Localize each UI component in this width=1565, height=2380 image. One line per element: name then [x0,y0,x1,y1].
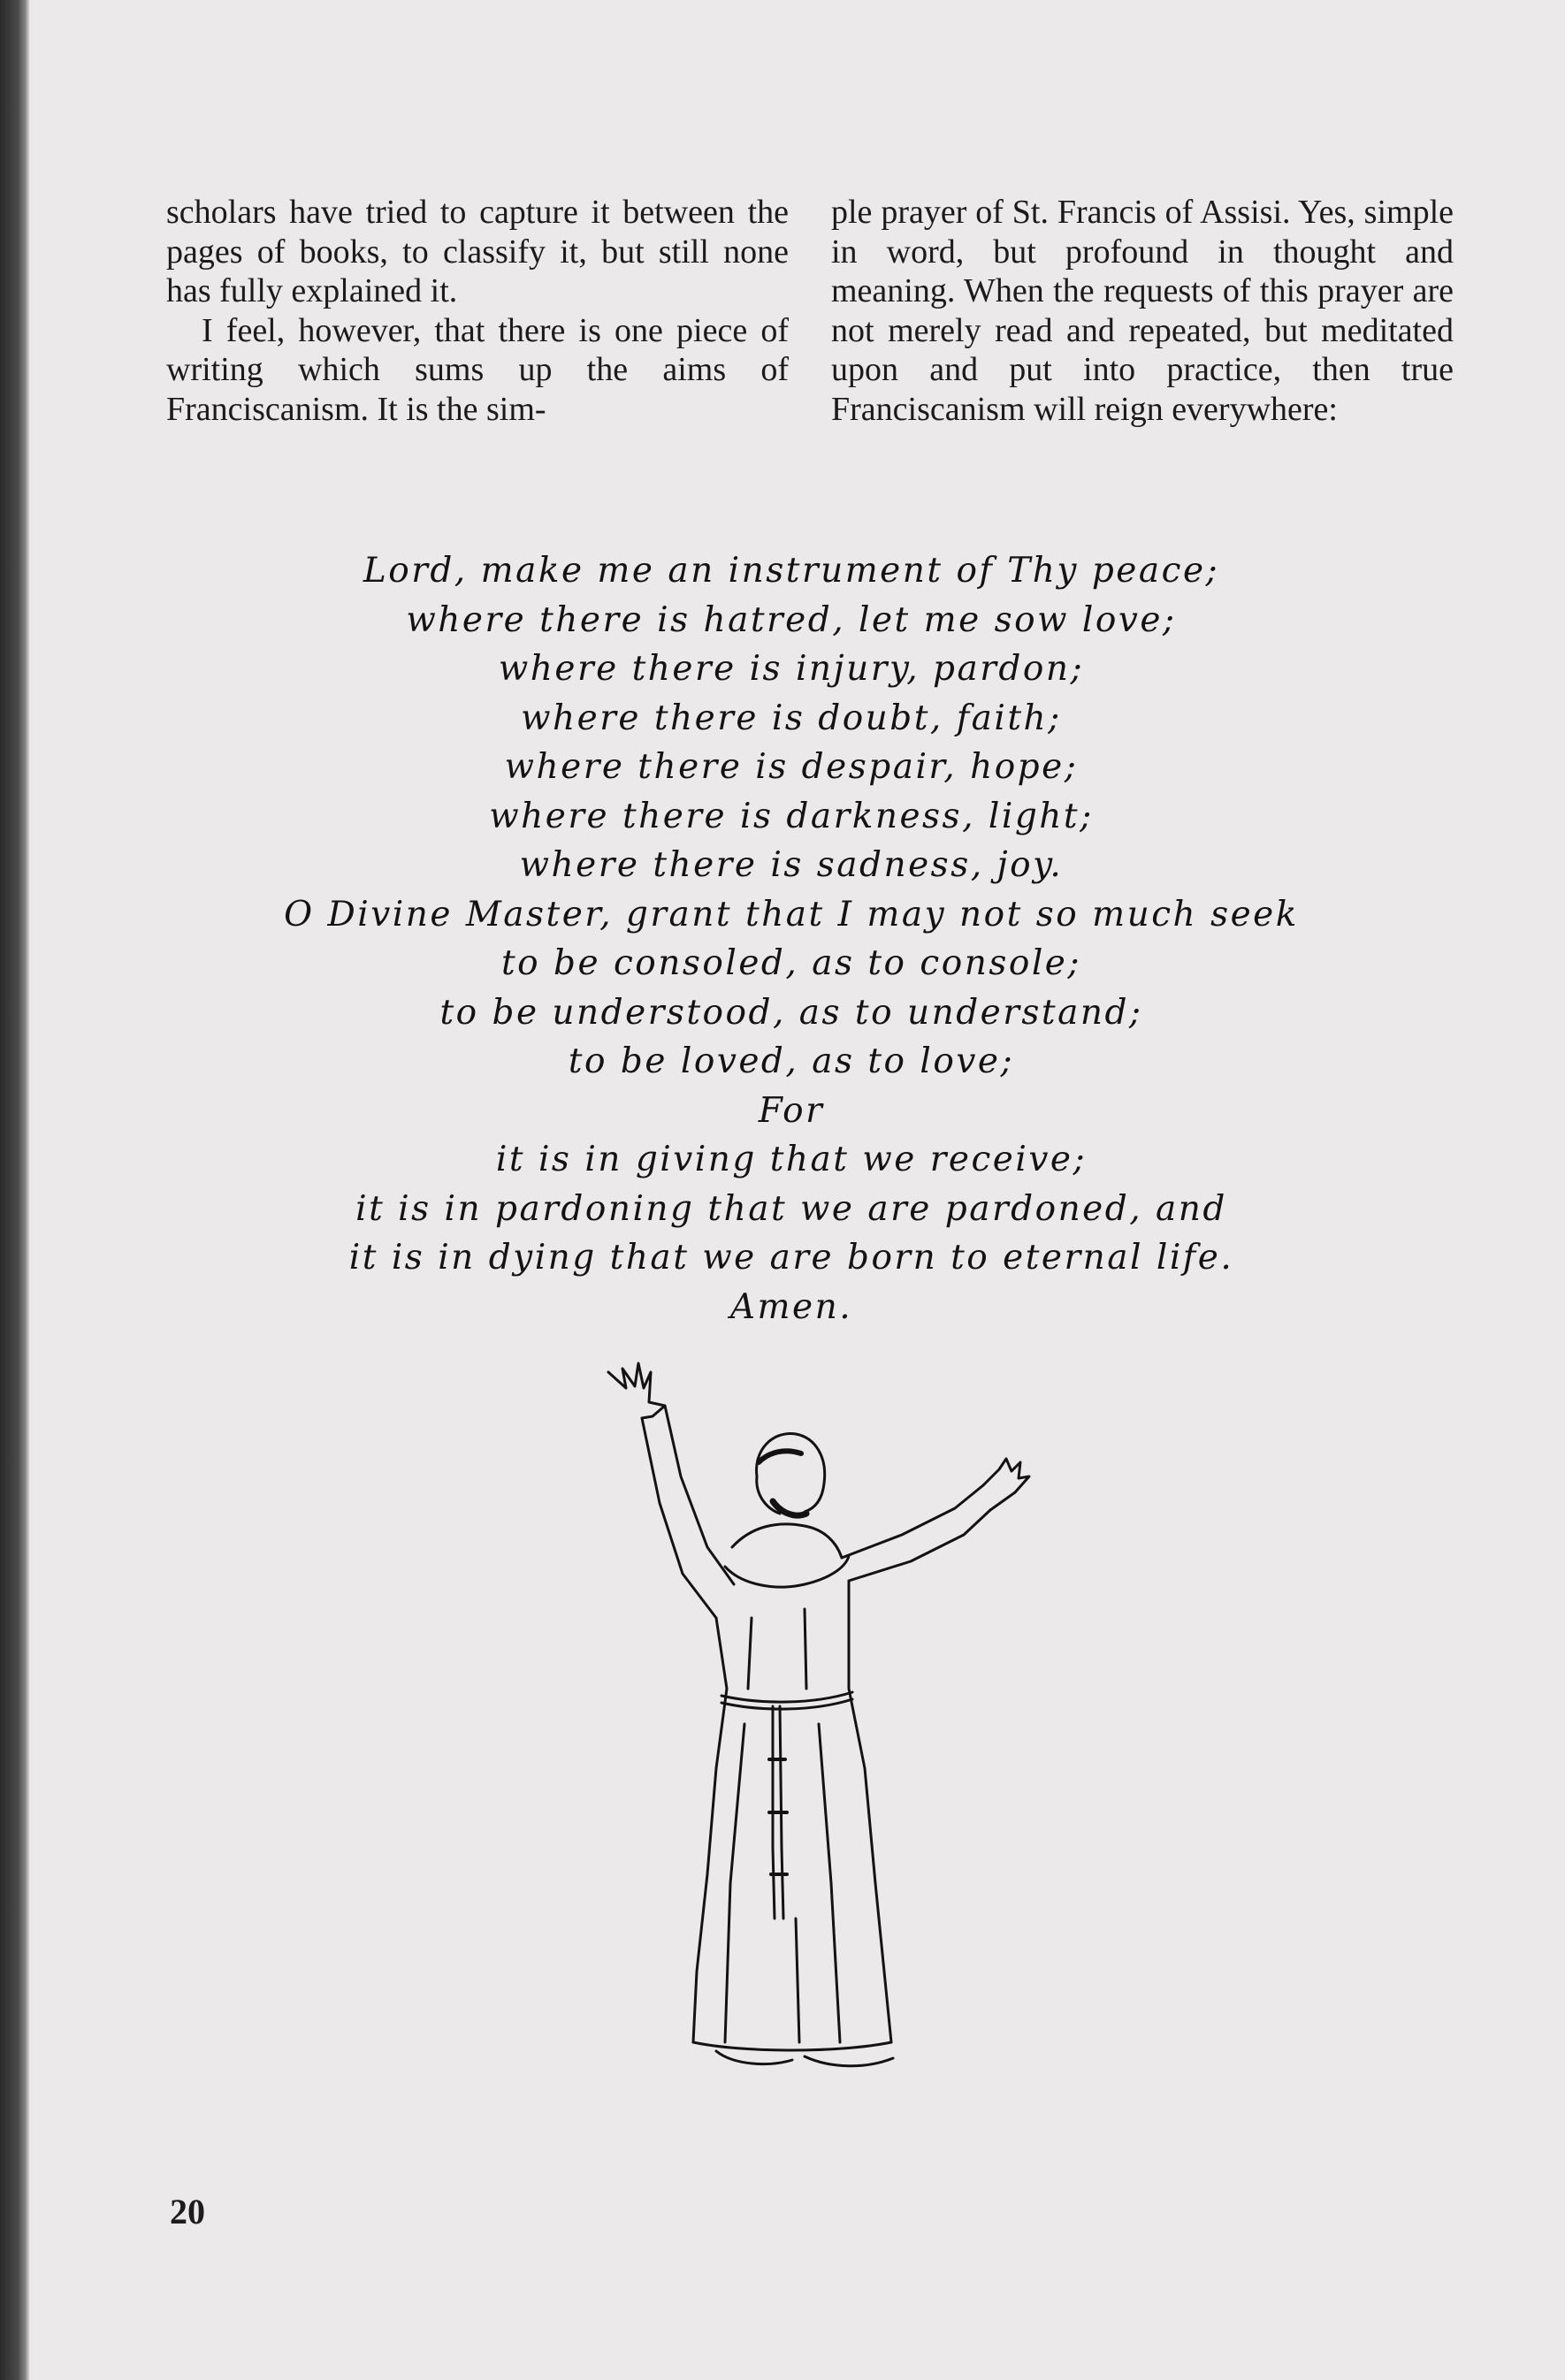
friar-with-raised-arms-drawing [584,1353,1061,2078]
left-column [166,193,789,429]
prayer-line: where there is injury, pardon; [498,649,1085,689]
prayer-line: where there is despair, hope; [504,747,1079,787]
prayer-of-st-francis [265,546,1317,1331]
page-number: 20 [170,2192,205,2231]
prayer-line: it is in giving that we receive; [495,1140,1088,1179]
book-spine-edge [0,0,30,2380]
prayer-line: it is in pardoning that we are pardoned, and [355,1188,1227,1229]
prayer-line: Lord, make me an instrument of Thy peace; [363,551,1220,591]
prayer-line: where there is doubt, faith; [521,698,1062,738]
body-text-columns [166,193,1454,429]
prayer-line: Amen. [729,1286,853,1327]
prayer-line: where there is hatred, let me sow love; [406,599,1177,640]
prayer-line: where there is sadness, joy. [519,845,1064,885]
prayer-line: it is in dying that we are born to eternal life. [348,1238,1234,1278]
prayer-line: where there is darkness, light; [489,796,1094,836]
prayer-line: to be understood, as to understand; [439,992,1143,1033]
paragraph: ple prayer of St. Francis of Assisi. Yes, simple in word, but profound in thought and meaning. When the requests of this prayer are not merely read and repeated, but meditated upon and put into practice, then true Franciscanism will reign everywhere: [831,194,1454,428]
right-column [831,193,1454,429]
prayer-line: to be consoled, as to console; [500,943,1082,983]
paragraph: scholars have tried to capture it between the pages of books, to classify it, but still none has fully explained it. [166,194,789,309]
prayer-line: For [758,1090,825,1131]
prayer-line: to be loved, as to love; [568,1041,1015,1081]
paragraph: I feel, however, that there is one piece of writing which sums up the aims of Franciscanism. It is the sim- [166,311,789,428]
prayer-line: O Divine Master, grant that I may not so much seek [284,894,1299,934]
